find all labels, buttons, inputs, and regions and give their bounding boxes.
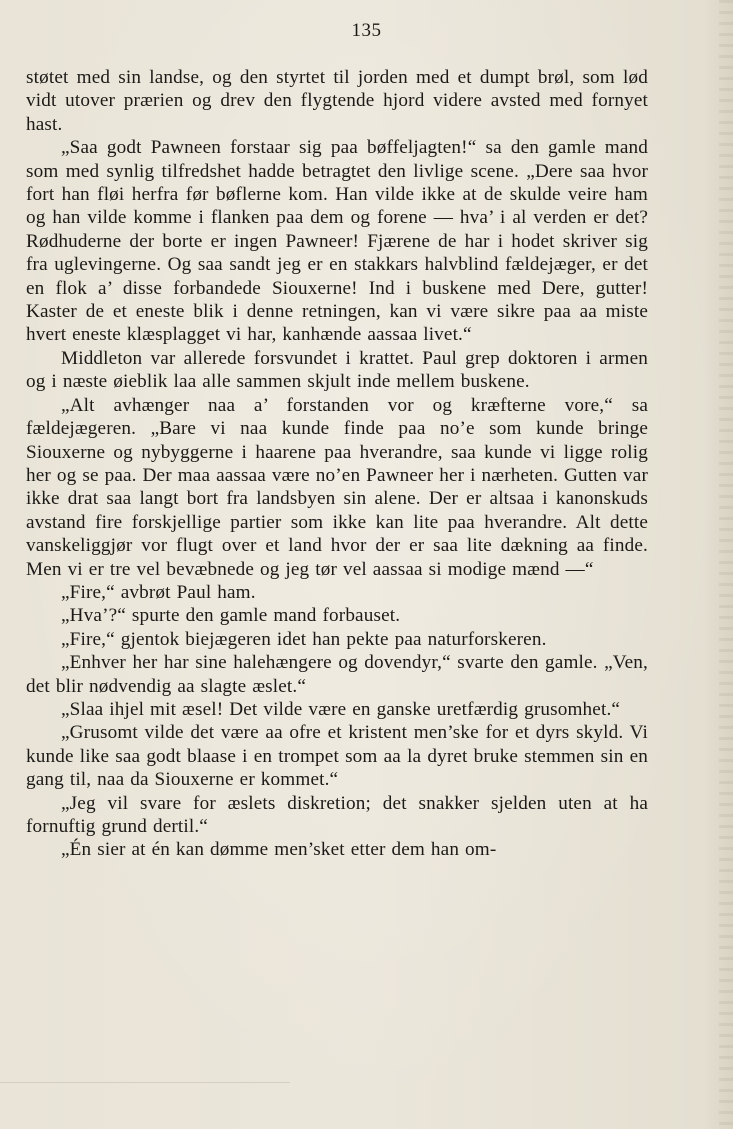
body-text	[26, 66, 648, 862]
page-number: 135	[351, 20, 382, 41]
paragraph-7: „Fire,“ gjentok biejægeren idet han pekte paa naturforskeren.	[61, 628, 547, 650]
paragraph-8: „Enhver her har sine halehængere og dovendyr,“ svarte den gamle. „Ven, det blir nødvendig aa slagte æslet.“	[26, 652, 648, 697]
paragraph-10: „Grusomt vilde det være aa ofre et kristent men’ske for et dyrs skyld. Vi kunde like saa godt blaase i en trompet som aa la dyret bruke stemmen sin en gang til, naa da Siouxerne er kommet.“	[26, 722, 648, 791]
page-edge-shadow	[719, 0, 733, 1129]
paragraph-9: „Slaa ihjel mit æsel! Det vilde være en ganske uretfærdig grusomhet.“	[61, 698, 621, 720]
paragraph-1: støtet med sin landse, og den styrtet til jorden med et dumpt brøl, som lød vidt utover prærien og drev den flygtende hjord videre avsted med fornyet hast.	[26, 67, 648, 135]
paragraph-2: „Saa godt Pawneen forstaar sig paa bøffeljagten!“ sa den gamle mand som med synlig tilfredshet hadde betragtet den livlige scene. „Dere saa hvor fort han fløi herfra før bøflerne kom. Han vilde ikke at de skulde veire ham og han vilde komme i flanken paa dem og forene — hva’ i al verden er det? Rødhuderne der borte er ingen Pawneer! Fjærene de har i hodet skriver sig fra uglevingerne. Og saa sandt jeg er en stakkars halvblind fældejæger, er det en flok a’ disse forbandede Siouxerne! Ind i buskene med Dere, gutter! Kaster de et eneste blik i denne retningen, kan vi være sikre paa aa miste hvert eneste klæsplagget vi har, kanhænde aassaa livet.“	[26, 137, 648, 346]
paragraph-4: „Alt avhænger naa a’ forstanden vor og kræfterne vore,“ sa fældejægeren. „Bare vi naa kunde finde paa no’e som kunde bringe Siouxerne og nybyggerne i haarene paa hverandre, saa kunde vi ligge rolig her og se paa. Der maa aassaa være no’en Pawneer her i nærheten. Gutten var ikke drat saa langt bort fra landsbyen sin alene. Der er altsaa i kanonskuds avstand fire forskjellige partier som ikke kan lite paa hverandre. Alt dette vanskeliggjør vor flugt over et land hvor der er saa lite dækning aa finde. Men vi er tre vel bevæbnede og jeg tør vel aassaa si modige mænd —“	[26, 394, 648, 580]
paragraph-12: „Én sier at én kan dømme men’sket etter dem han om-	[61, 839, 497, 861]
paragraph-3: Middleton var allerede forsvundet i krattet. Paul grep doktoren i armen og i næste øieblik laa alle sammen skjult inde mellem buskene.	[26, 347, 648, 393]
footer-rule	[0, 1082, 290, 1083]
paragraph-11: „Jeg vil svare for æslets diskretion; det snakker sjelden uten at ha fornuftig grund dertil.“	[26, 792, 648, 837]
paragraph-6: „Hva’?“ spurte den gamle mand forbauset.	[61, 605, 401, 627]
paragraph-5: „Fire,“ avbrøt Paul ham.	[61, 581, 256, 603]
